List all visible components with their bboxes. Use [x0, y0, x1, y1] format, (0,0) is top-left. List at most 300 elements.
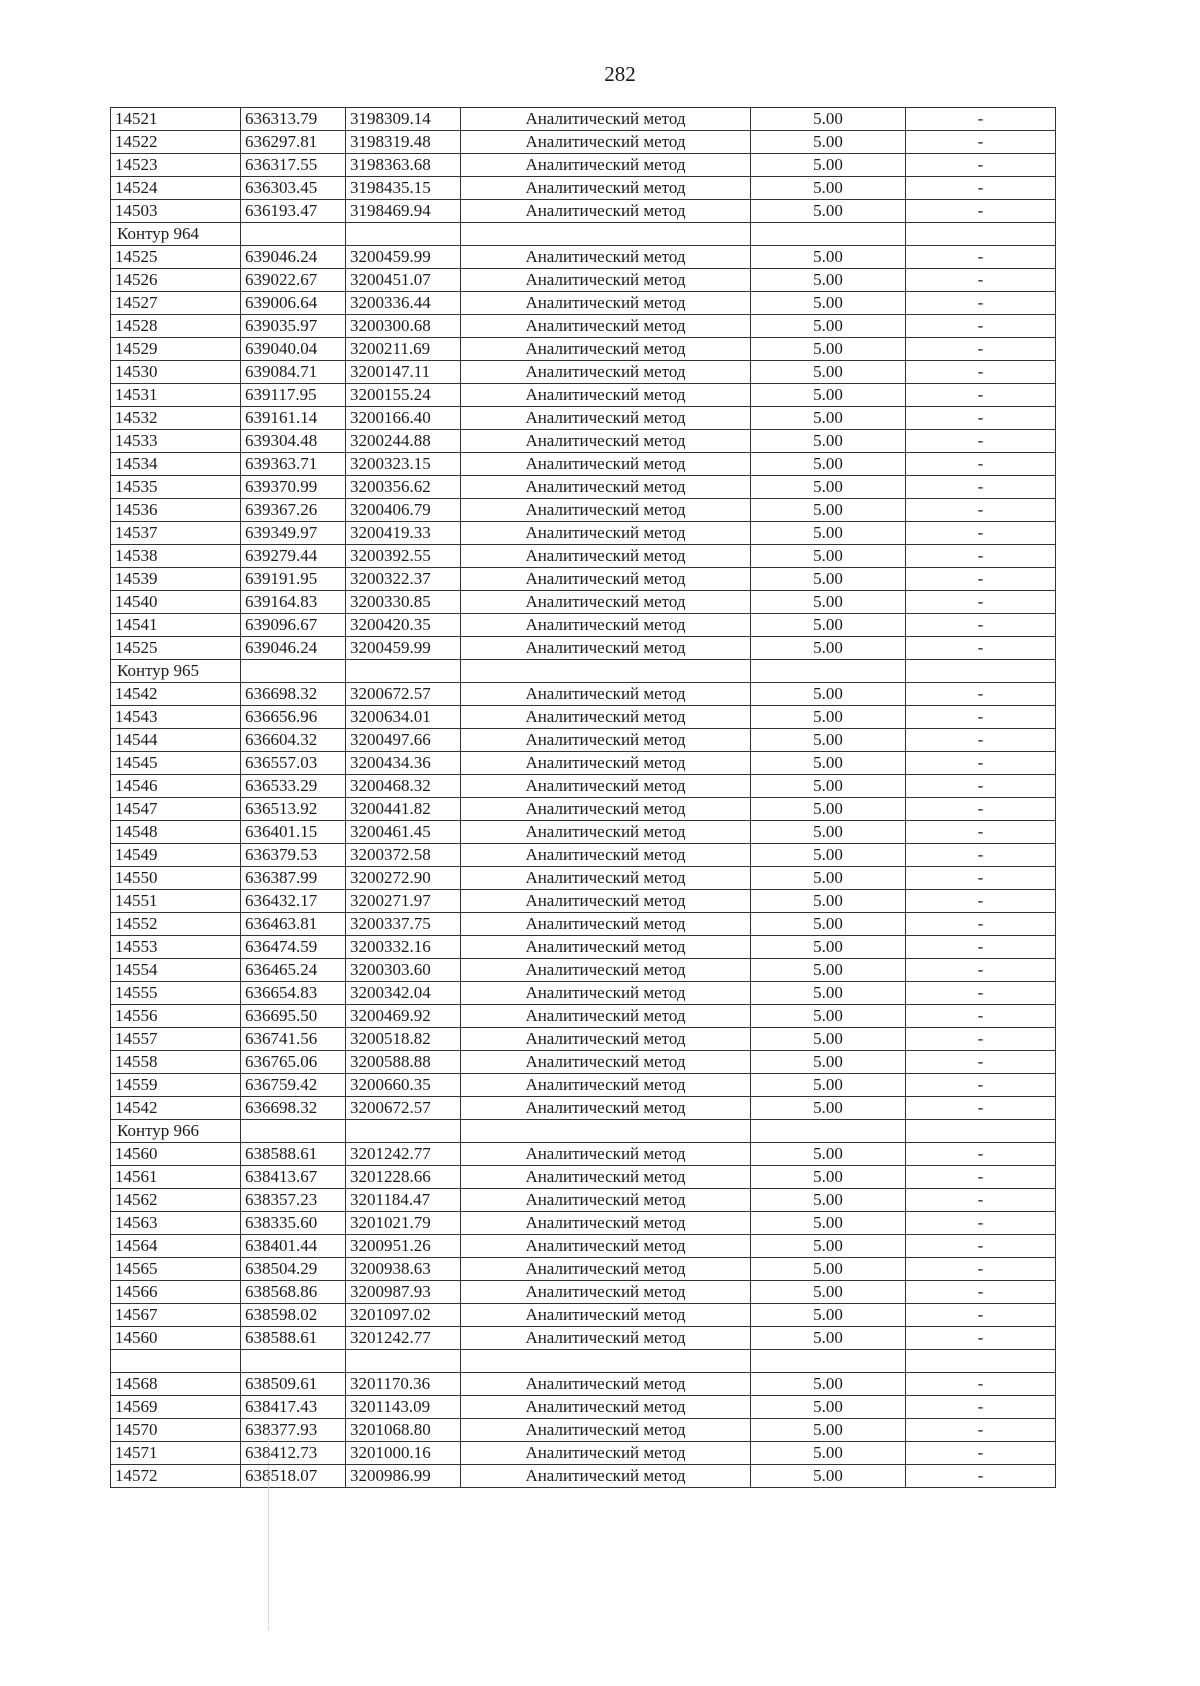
extra-cell: - [906, 1074, 1056, 1097]
accuracy-cell: 5.00 [751, 959, 906, 982]
x-coordinate-cell: 639006.64 [241, 292, 346, 315]
x-coordinate-cell: 636513.92 [241, 798, 346, 821]
x-coordinate-cell: 638568.86 [241, 1281, 346, 1304]
x-coordinate-cell: 636557.03 [241, 752, 346, 775]
extra-cell: - [906, 1028, 1056, 1051]
method-cell: Аналитический метод [461, 407, 751, 430]
accuracy-cell: 5.00 [751, 131, 906, 154]
method-cell: Аналитический метод [461, 430, 751, 453]
x-coordinate-cell: 636759.42 [241, 1074, 346, 1097]
x-coordinate-cell: 638509.61 [241, 1373, 346, 1396]
table-row [111, 246, 1056, 269]
accuracy-cell: 5.00 [751, 706, 906, 729]
method-cell: Аналитический метод [461, 1465, 751, 1488]
point-id-cell: 14556 [111, 1005, 241, 1028]
table-row [111, 1327, 1056, 1350]
y-coordinate-cell: 3200337.75 [346, 913, 461, 936]
contour-label-cell: Контур 966 [111, 1120, 241, 1143]
y-coordinate-cell: 3198319.48 [346, 131, 461, 154]
x-coordinate-cell: 639164.83 [241, 591, 346, 614]
extra-cell: - [906, 453, 1056, 476]
point-id-cell: 14544 [111, 729, 241, 752]
table-row [111, 1396, 1056, 1419]
x-coordinate-cell: 638417.43 [241, 1396, 346, 1419]
point-id-cell: 14565 [111, 1258, 241, 1281]
accuracy-cell: 5.00 [751, 775, 906, 798]
method-cell: Аналитический метод [461, 1097, 751, 1120]
margin-rule [268, 1430, 270, 1630]
method-cell: Аналитический метод [461, 1028, 751, 1051]
method-cell: Аналитический метод [461, 706, 751, 729]
point-id-cell: 14571 [111, 1442, 241, 1465]
point-id-cell: 14525 [111, 246, 241, 269]
point-id-cell: 14541 [111, 614, 241, 637]
accuracy-cell: 5.00 [751, 913, 906, 936]
point-id-cell: 14535 [111, 476, 241, 499]
extra-cell: - [906, 131, 1056, 154]
extra-cell: - [906, 1465, 1056, 1488]
method-cell: Аналитический метод [461, 1051, 751, 1074]
method-cell: Аналитический метод [461, 1281, 751, 1304]
y-coordinate-cell: 3201170.36 [346, 1373, 461, 1396]
point-id-cell: 14570 [111, 1419, 241, 1442]
extra-cell: - [906, 108, 1056, 131]
table-row [111, 1419, 1056, 1442]
table-row [111, 1074, 1056, 1097]
page-number: 282 [604, 62, 636, 86]
accuracy-cell: 5.00 [751, 1235, 906, 1258]
y-coordinate-cell: 3200951.26 [346, 1235, 461, 1258]
table-row [111, 430, 1056, 453]
table-row [111, 1442, 1056, 1465]
table-row [111, 890, 1056, 913]
extra-cell: - [906, 384, 1056, 407]
empty-cell [241, 660, 346, 683]
extra-cell: - [906, 1235, 1056, 1258]
method-cell: Аналитический метод [461, 384, 751, 407]
table-row [111, 522, 1056, 545]
method-cell: Аналитический метод [461, 1212, 751, 1235]
method-cell: Аналитический метод [461, 292, 751, 315]
extra-cell: - [906, 338, 1056, 361]
x-coordinate-cell: 639363.71 [241, 453, 346, 476]
y-coordinate-cell: 3200330.85 [346, 591, 461, 614]
accuracy-cell: 5.00 [751, 200, 906, 223]
x-coordinate-cell: 638588.61 [241, 1143, 346, 1166]
x-coordinate-cell: 636401.15 [241, 821, 346, 844]
table-row [111, 982, 1056, 1005]
y-coordinate-cell: 3200461.45 [346, 821, 461, 844]
point-id-cell: 14566 [111, 1281, 241, 1304]
table-row [111, 798, 1056, 821]
table-row [111, 913, 1056, 936]
accuracy-cell: 5.00 [751, 1051, 906, 1074]
extra-cell: - [906, 154, 1056, 177]
point-id-cell: 14559 [111, 1074, 241, 1097]
accuracy-cell: 5.00 [751, 522, 906, 545]
point-id-cell: 14540 [111, 591, 241, 614]
y-coordinate-cell: 3198363.68 [346, 154, 461, 177]
empty-cell [346, 223, 461, 246]
method-cell: Аналитический метод [461, 683, 751, 706]
x-coordinate-cell: 639367.26 [241, 499, 346, 522]
y-coordinate-cell: 3201184.47 [346, 1189, 461, 1212]
method-cell: Аналитический метод [461, 200, 751, 223]
point-id-cell: 14550 [111, 867, 241, 890]
accuracy-cell: 5.00 [751, 384, 906, 407]
x-coordinate-cell: 636474.59 [241, 936, 346, 959]
x-coordinate-cell: 636698.32 [241, 1097, 346, 1120]
accuracy-cell: 5.00 [751, 890, 906, 913]
x-coordinate-cell: 636297.81 [241, 131, 346, 154]
empty-cell [346, 1120, 461, 1143]
point-id-cell: 14552 [111, 913, 241, 936]
extra-cell: - [906, 1258, 1056, 1281]
table-row [111, 1005, 1056, 1028]
x-coordinate-cell: 636463.81 [241, 913, 346, 936]
accuracy-cell: 5.00 [751, 982, 906, 1005]
accuracy-cell: 5.00 [751, 430, 906, 453]
extra-cell: - [906, 200, 1056, 223]
x-coordinate-cell: 638518.07 [241, 1465, 346, 1488]
method-cell: Аналитический метод [461, 775, 751, 798]
table-row [111, 1304, 1056, 1327]
method-cell: Аналитический метод [461, 1442, 751, 1465]
extra-cell: - [906, 591, 1056, 614]
x-coordinate-cell: 636303.45 [241, 177, 346, 200]
point-id-cell: 14564 [111, 1235, 241, 1258]
extra-cell: - [906, 407, 1056, 430]
y-coordinate-cell: 3200272.90 [346, 867, 461, 890]
point-id-cell: 14549 [111, 844, 241, 867]
y-coordinate-cell: 3200986.99 [346, 1465, 461, 1488]
point-id-cell: 14538 [111, 545, 241, 568]
extra-cell: - [906, 1189, 1056, 1212]
extra-cell: - [906, 775, 1056, 798]
accuracy-cell: 5.00 [751, 844, 906, 867]
table-row [111, 499, 1056, 522]
accuracy-cell: 5.00 [751, 1258, 906, 1281]
point-id-cell: 14530 [111, 361, 241, 384]
y-coordinate-cell: 3200356.62 [346, 476, 461, 499]
point-id-cell: 14548 [111, 821, 241, 844]
point-id-cell: 14562 [111, 1189, 241, 1212]
y-coordinate-cell: 3200322.37 [346, 568, 461, 591]
table-row [111, 683, 1056, 706]
method-cell: Аналитический метод [461, 453, 751, 476]
empty-cell [906, 1350, 1056, 1373]
empty-cell [461, 1350, 751, 1373]
empty-cell [111, 1350, 241, 1373]
extra-cell: - [906, 1166, 1056, 1189]
y-coordinate-cell: 3201242.77 [346, 1327, 461, 1350]
empty-cell [461, 1120, 751, 1143]
method-cell: Аналитический метод [461, 844, 751, 867]
point-id-cell: 14539 [111, 568, 241, 591]
x-coordinate-cell: 639046.24 [241, 637, 346, 660]
table-row [111, 1465, 1056, 1488]
point-id-cell: 14555 [111, 982, 241, 1005]
method-cell: Аналитический метод [461, 1258, 751, 1281]
method-cell: Аналитический метод [461, 177, 751, 200]
x-coordinate-cell: 636317.55 [241, 154, 346, 177]
table-row [111, 315, 1056, 338]
table-row [111, 591, 1056, 614]
table-row [111, 361, 1056, 384]
extra-cell: - [906, 522, 1056, 545]
empty-cell [751, 1120, 906, 1143]
accuracy-cell: 5.00 [751, 177, 906, 200]
table-row [111, 568, 1056, 591]
accuracy-cell: 5.00 [751, 1097, 906, 1120]
table-row [111, 637, 1056, 660]
accuracy-cell: 5.00 [751, 246, 906, 269]
method-cell: Аналитический метод [461, 1074, 751, 1097]
accuracy-cell: 5.00 [751, 292, 906, 315]
method-cell: Аналитический метод [461, 913, 751, 936]
accuracy-cell: 5.00 [751, 1327, 906, 1350]
table-row [111, 200, 1056, 223]
extra-cell: - [906, 1212, 1056, 1235]
point-id-cell: 14553 [111, 936, 241, 959]
x-coordinate-cell: 636656.96 [241, 706, 346, 729]
table-row [111, 1281, 1056, 1304]
method-cell: Аналитический метод [461, 154, 751, 177]
accuracy-cell: 5.00 [751, 936, 906, 959]
empty-cell [906, 223, 1056, 246]
method-cell: Аналитический метод [461, 1327, 751, 1350]
x-coordinate-cell: 638413.67 [241, 1166, 346, 1189]
x-coordinate-cell: 636698.32 [241, 683, 346, 706]
point-id-cell: 14568 [111, 1373, 241, 1396]
method-cell: Аналитический метод [461, 269, 751, 292]
point-id-cell: 14521 [111, 108, 241, 131]
accuracy-cell: 5.00 [751, 1005, 906, 1028]
x-coordinate-cell: 638588.61 [241, 1327, 346, 1350]
accuracy-cell: 5.00 [751, 614, 906, 637]
y-coordinate-cell: 3200419.33 [346, 522, 461, 545]
extra-cell: - [906, 1327, 1056, 1350]
x-coordinate-cell: 638401.44 [241, 1235, 346, 1258]
coordinates-table [110, 107, 1056, 1488]
empty-cell [751, 223, 906, 246]
blank-row [111, 1350, 1056, 1373]
point-id-cell: 14527 [111, 292, 241, 315]
accuracy-cell: 5.00 [751, 867, 906, 890]
x-coordinate-cell: 636387.99 [241, 867, 346, 890]
method-cell: Аналитический метод [461, 1166, 751, 1189]
empty-cell [906, 1120, 1056, 1143]
table-row [111, 1235, 1056, 1258]
method-cell: Аналитический метод [461, 591, 751, 614]
extra-cell: - [906, 1005, 1056, 1028]
table-row [111, 154, 1056, 177]
point-id-cell: 14543 [111, 706, 241, 729]
method-cell: Аналитический метод [461, 108, 751, 131]
x-coordinate-cell: 638412.73 [241, 1442, 346, 1465]
table-row [111, 867, 1056, 890]
x-coordinate-cell: 638335.60 [241, 1212, 346, 1235]
y-coordinate-cell: 3198469.94 [346, 200, 461, 223]
y-coordinate-cell: 3200271.97 [346, 890, 461, 913]
extra-cell: - [906, 1442, 1056, 1465]
table-row [111, 1258, 1056, 1281]
accuracy-cell: 5.00 [751, 1143, 906, 1166]
y-coordinate-cell: 3200323.15 [346, 453, 461, 476]
contour-label-cell: Контур 965 [111, 660, 241, 683]
y-coordinate-cell: 3200469.92 [346, 1005, 461, 1028]
extra-cell: - [906, 315, 1056, 338]
accuracy-cell: 5.00 [751, 821, 906, 844]
point-id-cell: 14532 [111, 407, 241, 430]
x-coordinate-cell: 638598.02 [241, 1304, 346, 1327]
y-coordinate-cell: 3201000.16 [346, 1442, 461, 1465]
table-row [111, 706, 1056, 729]
extra-cell: - [906, 1373, 1056, 1396]
table-row [111, 476, 1056, 499]
x-coordinate-cell: 639161.14 [241, 407, 346, 430]
point-id-cell: 14558 [111, 1051, 241, 1074]
contour-header-row [111, 660, 1056, 683]
extra-cell: - [906, 844, 1056, 867]
extra-cell: - [906, 936, 1056, 959]
table-row [111, 1051, 1056, 1074]
contour-label-cell: Контур 964 [111, 223, 241, 246]
point-id-cell: 14569 [111, 1396, 241, 1419]
table-row [111, 821, 1056, 844]
method-cell: Аналитический метод [461, 315, 751, 338]
method-cell: Аналитический метод [461, 499, 751, 522]
y-coordinate-cell: 3200392.55 [346, 545, 461, 568]
point-id-cell: 14524 [111, 177, 241, 200]
y-coordinate-cell: 3200303.60 [346, 959, 461, 982]
table-row [111, 1373, 1056, 1396]
extra-cell: - [906, 867, 1056, 890]
point-id-cell: 14545 [111, 752, 241, 775]
y-coordinate-cell: 3200300.68 [346, 315, 461, 338]
table-row [111, 729, 1056, 752]
point-id-cell: 14536 [111, 499, 241, 522]
accuracy-cell: 5.00 [751, 1028, 906, 1051]
table-row [111, 545, 1056, 568]
y-coordinate-cell: 3198435.15 [346, 177, 461, 200]
method-cell: Аналитический метод [461, 361, 751, 384]
point-id-cell: 14534 [111, 453, 241, 476]
x-coordinate-cell: 636695.50 [241, 1005, 346, 1028]
extra-cell: - [906, 545, 1056, 568]
method-cell: Аналитический метод [461, 522, 751, 545]
x-coordinate-cell: 639096.67 [241, 614, 346, 637]
y-coordinate-cell: 3201228.66 [346, 1166, 461, 1189]
point-id-cell: 14560 [111, 1143, 241, 1166]
contour-header-row [111, 1120, 1056, 1143]
y-coordinate-cell: 3200434.36 [346, 752, 461, 775]
x-coordinate-cell: 636432.17 [241, 890, 346, 913]
method-cell: Аналитический метод [461, 131, 751, 154]
accuracy-cell: 5.00 [751, 154, 906, 177]
y-coordinate-cell: 3200459.99 [346, 637, 461, 660]
y-coordinate-cell: 3200588.88 [346, 1051, 461, 1074]
x-coordinate-cell: 636193.47 [241, 200, 346, 223]
accuracy-cell: 5.00 [751, 1396, 906, 1419]
method-cell: Аналитический метод [461, 821, 751, 844]
x-coordinate-cell: 636379.53 [241, 844, 346, 867]
point-id-cell: 14542 [111, 683, 241, 706]
extra-cell: - [906, 269, 1056, 292]
extra-cell: - [906, 1143, 1056, 1166]
extra-cell: - [906, 729, 1056, 752]
table-row [111, 752, 1056, 775]
y-coordinate-cell: 3201021.79 [346, 1212, 461, 1235]
x-coordinate-cell: 639022.67 [241, 269, 346, 292]
accuracy-cell: 5.00 [751, 338, 906, 361]
point-id-cell: 14533 [111, 430, 241, 453]
point-id-cell: 14547 [111, 798, 241, 821]
contour-header-row [111, 223, 1056, 246]
accuracy-cell: 5.00 [751, 545, 906, 568]
extra-cell: - [906, 177, 1056, 200]
table-row [111, 959, 1056, 982]
x-coordinate-cell: 638504.29 [241, 1258, 346, 1281]
accuracy-cell: 5.00 [751, 1281, 906, 1304]
table-row [111, 108, 1056, 131]
point-id-cell: 14522 [111, 131, 241, 154]
method-cell: Аналитический метод [461, 338, 751, 361]
extra-cell: - [906, 706, 1056, 729]
accuracy-cell: 5.00 [751, 1304, 906, 1327]
extra-cell: - [906, 1097, 1056, 1120]
extra-cell: - [906, 614, 1056, 637]
point-id-cell: 14567 [111, 1304, 241, 1327]
y-coordinate-cell: 3200244.88 [346, 430, 461, 453]
x-coordinate-cell: 639349.97 [241, 522, 346, 545]
accuracy-cell: 5.00 [751, 568, 906, 591]
extra-cell: - [906, 1304, 1056, 1327]
y-coordinate-cell: 3200497.66 [346, 729, 461, 752]
method-cell: Аналитический метод [461, 1005, 751, 1028]
extra-cell: - [906, 752, 1056, 775]
y-coordinate-cell: 3200660.35 [346, 1074, 461, 1097]
accuracy-cell: 5.00 [751, 315, 906, 338]
extra-cell: - [906, 1051, 1056, 1074]
x-coordinate-cell: 638357.23 [241, 1189, 346, 1212]
point-id-cell: 14557 [111, 1028, 241, 1051]
x-coordinate-cell: 636533.29 [241, 775, 346, 798]
y-coordinate-cell: 3200166.40 [346, 407, 461, 430]
extra-cell: - [906, 246, 1056, 269]
x-coordinate-cell: 636741.56 [241, 1028, 346, 1051]
method-cell: Аналитический метод [461, 1304, 751, 1327]
method-cell: Аналитический метод [461, 614, 751, 637]
empty-cell [461, 660, 751, 683]
accuracy-cell: 5.00 [751, 1442, 906, 1465]
accuracy-cell: 5.00 [751, 499, 906, 522]
empty-cell [461, 223, 751, 246]
extra-cell: - [906, 637, 1056, 660]
x-coordinate-cell: 636654.83 [241, 982, 346, 1005]
x-coordinate-cell: 639084.71 [241, 361, 346, 384]
point-id-cell: 14561 [111, 1166, 241, 1189]
table-row [111, 177, 1056, 200]
point-id-cell: 14554 [111, 959, 241, 982]
y-coordinate-cell: 3200342.04 [346, 982, 461, 1005]
y-coordinate-cell: 3200336.44 [346, 292, 461, 315]
extra-cell: - [906, 568, 1056, 591]
accuracy-cell: 5.00 [751, 361, 906, 384]
accuracy-cell: 5.00 [751, 1074, 906, 1097]
accuracy-cell: 5.00 [751, 1189, 906, 1212]
method-cell: Аналитический метод [461, 867, 751, 890]
